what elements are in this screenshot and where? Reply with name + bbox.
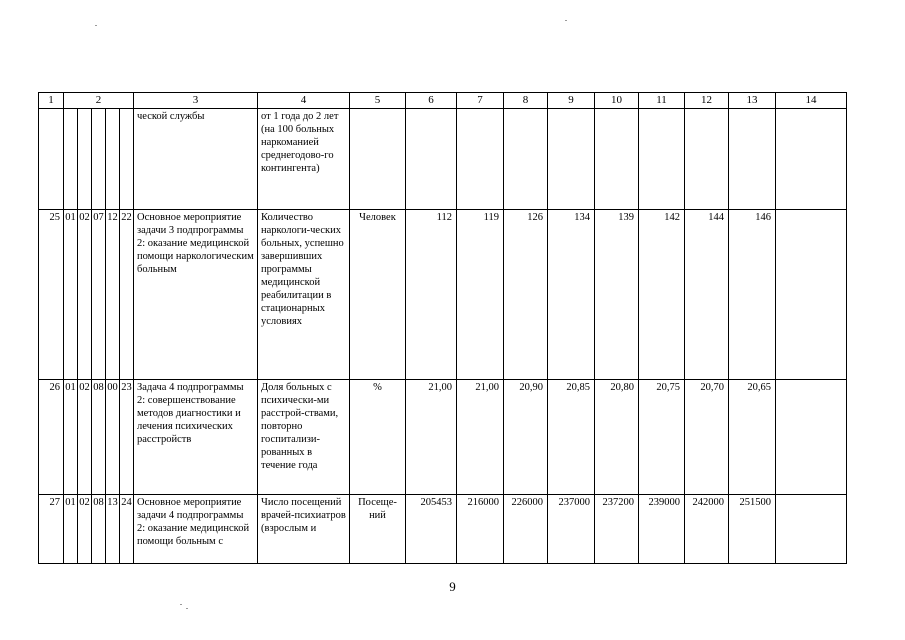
table-cell [548, 109, 595, 210]
table-cell [776, 109, 847, 210]
code-cell: 24 [120, 495, 134, 564]
header-cell: 9 [548, 93, 595, 109]
code-cell [78, 109, 92, 210]
code-cell: 02 [78, 495, 92, 564]
table-cell [685, 109, 729, 210]
table-cell [729, 109, 776, 210]
value-cell: 251500 [729, 495, 776, 564]
code-cell [120, 109, 134, 210]
name-cell: Задача 4 подпрограммы 2: совершенствование методов диагностики и лечения психических расстройств [134, 380, 258, 495]
header-cell: 6 [406, 93, 457, 109]
table-cell [776, 210, 847, 380]
unit-cell: Посеще-ний [350, 495, 406, 564]
value-cell: 20,70 [685, 380, 729, 495]
row-number: 27 [39, 495, 64, 564]
value-cell: 112 [406, 210, 457, 380]
scan-speck [565, 20, 567, 21]
scan-speck [95, 25, 97, 26]
indicator-cell: Количество наркологи-ческих больных, успешно завершивших программы медицинской реабилитации в стационарных условиях [258, 210, 350, 380]
continuation-row [39, 109, 847, 210]
code-cell: 01 [64, 380, 78, 495]
code-cell: 02 [78, 380, 92, 495]
code-cell: 08 [92, 380, 106, 495]
code-cell [92, 109, 106, 210]
code-cell: 00 [106, 380, 120, 495]
indicator-cell: от 1 года до 2 лет (на 100 больных наркоманией среднегодово-го контингента) [258, 109, 350, 210]
header-cell: 1 [39, 93, 64, 109]
header-cell: 7 [457, 93, 504, 109]
header-cell: 5 [350, 93, 406, 109]
table-cell [350, 109, 406, 210]
value-cell: 20,75 [639, 380, 685, 495]
name-cell: Основное мероприятие задачи 4 подпрограммы 2: оказание медицинской помощи больным с [134, 495, 258, 564]
value-cell: 139 [595, 210, 639, 380]
row-number: 25 [39, 210, 64, 380]
code-cell [64, 109, 78, 210]
row-number: 26 [39, 380, 64, 495]
value-cell: 119 [457, 210, 504, 380]
value-cell: 134 [548, 210, 595, 380]
name-cell: ческой службы [134, 109, 258, 210]
table-row [39, 495, 847, 564]
code-cell: 07 [92, 210, 106, 380]
value-cell: 205453 [406, 495, 457, 564]
value-cell: 239000 [639, 495, 685, 564]
indicator-cell: Число посещений врачей-психиатров (взрослым и [258, 495, 350, 564]
header-cell: 11 [639, 93, 685, 109]
value-cell: 146 [729, 210, 776, 380]
value-cell: 21,00 [457, 380, 504, 495]
code-cell: 01 [64, 210, 78, 380]
value-cell: 20,80 [595, 380, 639, 495]
table-row [39, 380, 847, 495]
code-cell: 12 [106, 210, 120, 380]
header-cell: 2 [64, 93, 134, 109]
value-cell: 21,00 [406, 380, 457, 495]
indicators-table [38, 92, 847, 564]
table-cell [406, 109, 457, 210]
code-cell: 22 [120, 210, 134, 380]
value-cell: 126 [504, 210, 548, 380]
header-cell: 13 [729, 93, 776, 109]
table-cell [595, 109, 639, 210]
header-cell: 10 [595, 93, 639, 109]
header-cell: 3 [134, 93, 258, 109]
scan-speck [186, 608, 188, 609]
value-cell: 144 [685, 210, 729, 380]
code-cell: 02 [78, 210, 92, 380]
code-cell: 23 [120, 380, 134, 495]
table-cell [776, 495, 847, 564]
unit-cell: % [350, 380, 406, 495]
header-cell: 8 [504, 93, 548, 109]
value-cell: 20,85 [548, 380, 595, 495]
header-row [39, 93, 847, 109]
value-cell: 20,90 [504, 380, 548, 495]
code-cell: 08 [92, 495, 106, 564]
header-cell: 4 [258, 93, 350, 109]
code-cell: 01 [64, 495, 78, 564]
code-cell: 13 [106, 495, 120, 564]
value-cell: 216000 [457, 495, 504, 564]
value-cell: 237200 [595, 495, 639, 564]
header-cell: 12 [685, 93, 729, 109]
value-cell: 142 [639, 210, 685, 380]
value-cell: 237000 [548, 495, 595, 564]
header-cell: 14 [776, 93, 847, 109]
table-cell [776, 380, 847, 495]
scan-speck [180, 604, 182, 605]
table-cell [504, 109, 548, 210]
table-cell [639, 109, 685, 210]
table-row [39, 210, 847, 380]
indicator-cell: Доля больных с психически-ми расстрой-ствами, повторно госпитализи-рованных в течение года [258, 380, 350, 495]
page-number: 9 [449, 579, 456, 594]
value-cell: 226000 [504, 495, 548, 564]
code-cell [106, 109, 120, 210]
table-cell [39, 109, 64, 210]
value-cell: 242000 [685, 495, 729, 564]
value-cell: 20,65 [729, 380, 776, 495]
name-cell: Основное мероприятие задачи 3 подпрограммы 2: оказание медицинской помощи наркологическим больным [134, 210, 258, 380]
unit-cell: Человек [350, 210, 406, 380]
table-cell [457, 109, 504, 210]
